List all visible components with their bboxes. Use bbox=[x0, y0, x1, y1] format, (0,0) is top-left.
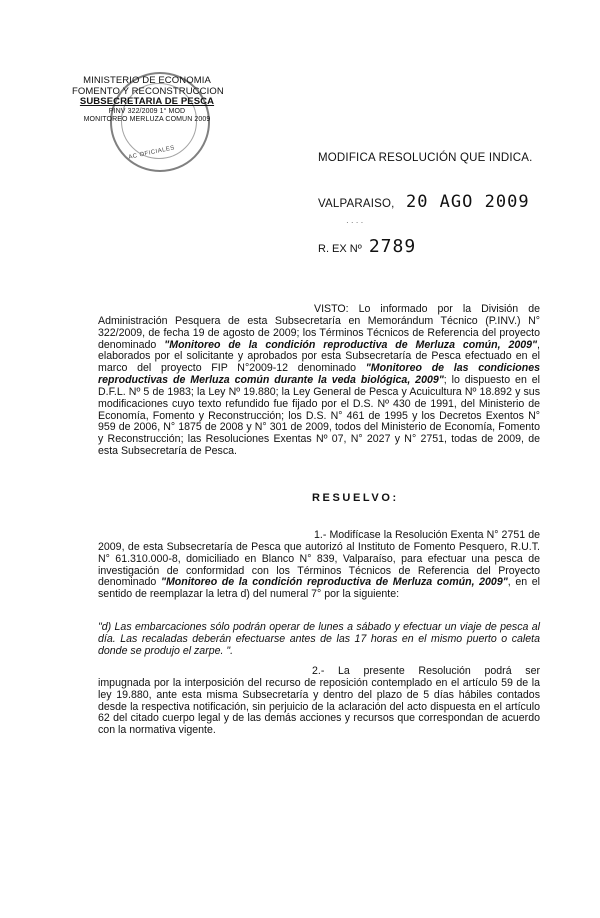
resolution-number-line bbox=[318, 236, 416, 257]
resuelvo-heading: RESUELVO: bbox=[312, 492, 399, 504]
letterhead-reference: PINV 322/2009 1° MOD bbox=[108, 107, 186, 115]
resolution-prefix: R. EX Nº bbox=[318, 243, 362, 255]
letterhead-ministry: MINISTERIO DE ECONOMIA bbox=[83, 75, 211, 86]
letterhead-project: MONITOREO MERLUZA COMUN 2009 bbox=[83, 115, 211, 123]
letterhead bbox=[72, 76, 222, 124]
visto-paragraph bbox=[98, 304, 540, 458]
document-subject: MODIFICA RESOLUCIÓN QUE INDICA. bbox=[318, 152, 533, 164]
resolution-number: 2789 bbox=[368, 236, 417, 257]
visto-text-3: ; lo dispuesto en el D.F.L. Nº 5 de 1983; la Ley Nº 19.880; la Ley General de Pesca y Acuicultura Nº 18.892 y sus modificaciones cuyo texto refundido fue fijado por el D.S. Nº 430 de 1991, del Ministerio de Economía, Fomento y Reconstrucción; los D.S. N° 461 de 1995 y los Decretos Exentos N° 959 de 2006, N° 1875 de 2008 y N° 301 de 2009, todos del Ministerio de Economía, Fomento y Reconstrucción; las Resoluciones Exentas Nº 07, N° 2027 y N° 2751, todas de 2009, de esta Subsecretaría de Pesca. bbox=[98, 374, 540, 458]
item-1-text-2: , en el sentido de reemplazar la letra d) del numeral 7° por la siguiente: bbox=[98, 576, 541, 601]
replacement-clause-quote: "d) Las embarcaciones sólo podrán operar de lunes a sábado y efectuar un viaje de pesca al día. Las recaladas deberán efectuarse antes de las 17 horas en el mismo puerto o caleta donde se produjo el zarpe. ". bbox=[98, 621, 540, 657]
visto-project-title-2: "Monitoreo de las condiciones reproductivas de Merluza común durante la veda biológica, 2009" bbox=[98, 362, 540, 387]
item-1-project-title: "Monitoreo de la condición reproductiva de Merluza común, 2009" bbox=[160, 576, 508, 589]
visto-label: VISTO: bbox=[314, 303, 349, 315]
resolution-item-2 bbox=[98, 666, 540, 737]
letterhead-subsecretaria: SUBSECRETARIA DE PESCA bbox=[79, 96, 215, 107]
date-line bbox=[318, 192, 530, 212]
item-1-text-1: 1.- Modifícase la Resolución Exenta N° 2751 de 2009, de esta Subsecretaría de Pesca que autorizó al Instituto de Fomento Pesquero, R.U.T. N° 61.310.000-8, domiciliado en Blanco N° 839, Valparaíso, para efectuar una pesca de investigación de conformidad con los Términos Técnicos de Referencia del Proyecto denominado bbox=[98, 529, 540, 589]
letterhead-ministry-2: FOMENTO Y RECONSTRUCCION bbox=[72, 85, 224, 97]
item-2-text: 2.- La presente Resolución podrá ser impugnada por la interposición del recurso de reposición contemplado en el artículo 59 de la ley 19.880, ante esta misma Subsecretaría y dentro del plazo de 5 días hábiles contados desde la respectiva notificación, sin perjuicio de la aclaración del acto dispuesta en el artículo 62 del citado cuerpo legal y de las demás acciones y recursos que correspondan de acuerdo con la normativa vigente. bbox=[98, 665, 540, 737]
date-stamp: 20 AGO 2009 bbox=[405, 192, 530, 212]
stamp-text: AC OFICIALES bbox=[127, 145, 176, 161]
visto-project-title-1: "Monitoreo de la condición reproductiva de Merluza común, 2009" bbox=[164, 338, 538, 351]
separator-dots: · · · · bbox=[346, 218, 364, 227]
visto-text-2: , elaborados por el solicitante y aprobados por esta Subsecretaría de Pesca efectuado en el marco del proyecto FIP N°2009-12 denominado bbox=[98, 338, 540, 375]
date-place: VALPARAISO, bbox=[318, 198, 395, 210]
resolution-item-1 bbox=[98, 530, 540, 601]
visto-text-1: Lo informado por la División de Administración Pesquera de esta Subsecretaría en Memorándum Técnico (P.INV.) N° 322/2009, de fecha 19 de agosto de 2009; los Términos Técnicos de Referencia del proyecto denominado bbox=[98, 303, 540, 351]
